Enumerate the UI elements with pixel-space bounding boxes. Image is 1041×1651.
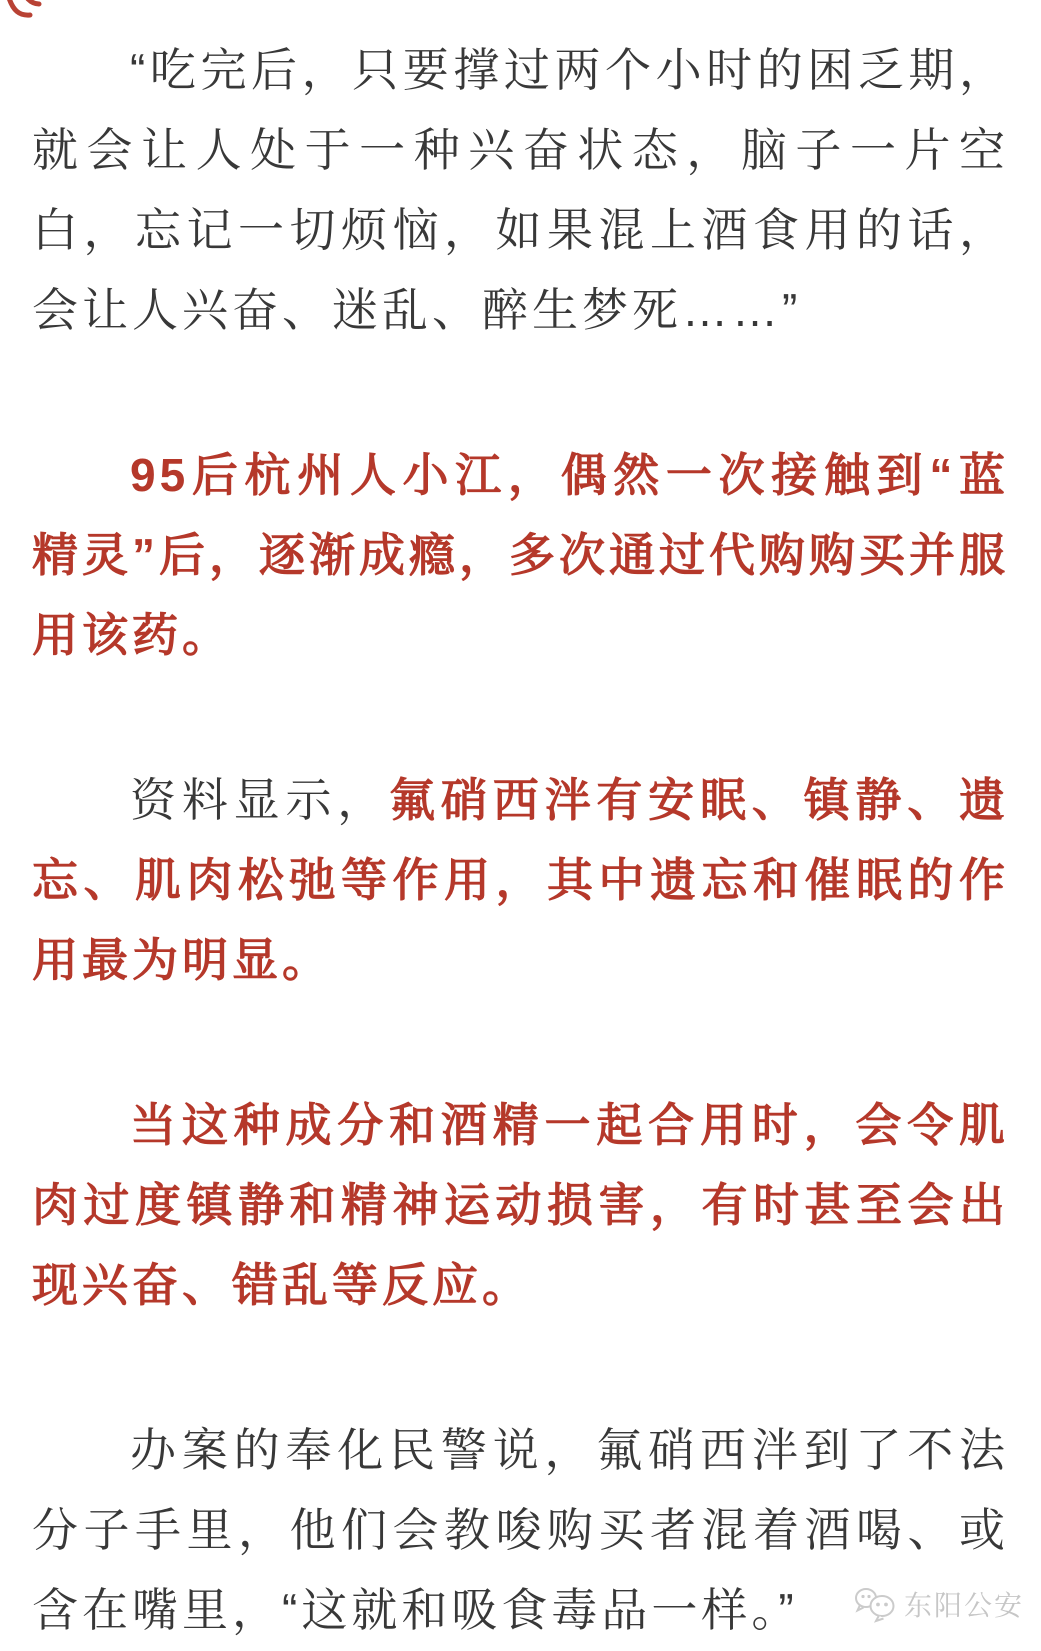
paragraph-emphasis-text: 氟硝西泮有安眠、镇静、遗忘、肌肉松弛等作用，其中遗忘和催眠的作用最为明显。 — [32, 774, 1009, 986]
paragraph-lead-text: 资料显示， — [130, 774, 390, 826]
red-text-fragment-icon — [6, 0, 42, 28]
paragraph-drug-properties — [32, 760, 1009, 1000]
paragraph-alcohol-interaction: 当这种成分和酒精一起合用时，会令肌肉过度镇静和精神运动损害，有时甚至会出现兴奋、错乱等反应。 — [32, 1099, 1009, 1311]
wechat-logo-icon — [853, 1585, 897, 1623]
paragraph-xiaojiang-case: 95后杭州人小江，偶然一次接触到“蓝精灵”后，逐渐成瘾，多次通过代购购买并服用该药。 — [32, 449, 1009, 661]
watermark — [853, 1584, 1024, 1624]
paragraph-police-statement: 办案的奉化民警说，氟硝西泮到了不法分子手里，他们会教唆购买者混着酒喝、或含在嘴里，“这就和吸食毒品一样。” — [32, 1424, 1009, 1636]
paragraph-drug-effect-quote: “吃完后，只要撑过两个小时的困乏期，就会让人处于一种兴奋状态，脑子一片空白，忘记一切烦恼，如果混上酒食用的话，会让人兴奋、迷乱、醉生梦死……” — [32, 44, 1009, 336]
watermark-label: 东阳公安 — [904, 1590, 1025, 1621]
